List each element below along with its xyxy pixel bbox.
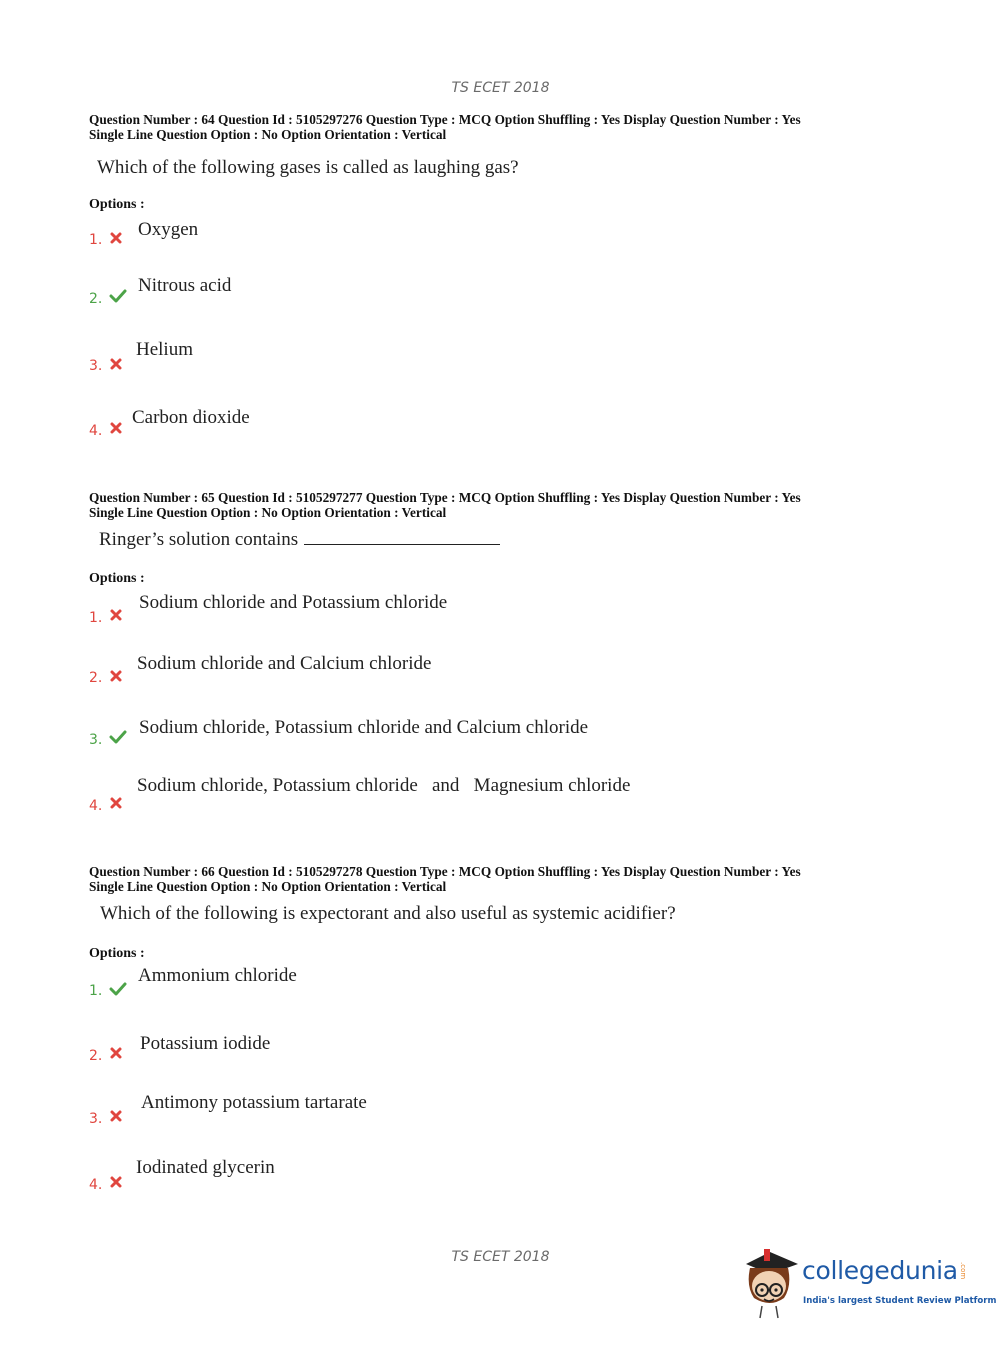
question-meta-line: Question Number : 64 Question Id : 5105297276 Question Type : MCQ Option Shuffling : Yes Display Question Number : Yes bbox=[89, 112, 801, 127]
cross-icon bbox=[109, 669, 123, 683]
question-text: Which of the following gases is called as laughing gas? bbox=[97, 157, 519, 178]
option-number: 1. bbox=[89, 232, 103, 248]
option-2 bbox=[89, 653, 849, 693]
option-1 bbox=[89, 591, 849, 631]
option-3 bbox=[89, 1092, 849, 1132]
option-number: 4. bbox=[89, 798, 103, 814]
option-number: 4. bbox=[89, 423, 103, 439]
option-number: 4. bbox=[89, 1177, 103, 1193]
logo-tagline: India's largest Student Review Platform bbox=[803, 1296, 997, 1306]
option-2 bbox=[89, 1033, 849, 1073]
option-1 bbox=[89, 217, 849, 257]
question-text-content: Ringer’s solution contains bbox=[99, 529, 299, 550]
cross-icon bbox=[109, 1109, 123, 1123]
cross-icon bbox=[109, 1175, 123, 1189]
cross-icon bbox=[109, 421, 123, 435]
option-4 bbox=[89, 775, 849, 815]
cross-icon bbox=[109, 796, 123, 810]
mascot-icon bbox=[740, 1246, 802, 1321]
cross-icon bbox=[109, 608, 123, 622]
question-block-66 bbox=[89, 864, 909, 1193]
option-number: 3. bbox=[89, 732, 103, 748]
question-meta-line: Question Number : 66 Question Id : 5105297278 Question Type : MCQ Option Shuffling : Yes Display Question Number : Yes bbox=[89, 864, 801, 879]
question-block-64 bbox=[89, 112, 909, 439]
option-number: 2. bbox=[89, 291, 103, 307]
logo-domain-suffix: .com bbox=[959, 1262, 967, 1280]
option-number: 3. bbox=[89, 358, 103, 374]
option-text: Ammonium chloride bbox=[138, 965, 297, 986]
option-4 bbox=[89, 1157, 849, 1197]
options-label: Options : bbox=[89, 946, 145, 961]
options-label: Options : bbox=[89, 571, 145, 586]
question-text: Which of the following is expectorant and also useful as systemic acidifier? bbox=[100, 903, 676, 924]
cross-icon bbox=[109, 231, 123, 245]
fill-in-blank-line bbox=[304, 530, 500, 545]
cross-icon bbox=[109, 357, 123, 371]
collegedunia-logo bbox=[740, 1246, 997, 1321]
option-text: Iodinated glycerin bbox=[136, 1157, 275, 1178]
question-block-65 bbox=[89, 490, 909, 814]
option-text: Oxygen bbox=[138, 219, 199, 240]
option-number: 3. bbox=[89, 1111, 103, 1127]
options-label: Options : bbox=[89, 197, 145, 212]
option-text: Potassium iodide bbox=[140, 1033, 271, 1054]
option-number: 1. bbox=[89, 983, 103, 999]
option-3 bbox=[89, 339, 849, 379]
option-number: 1. bbox=[89, 610, 103, 626]
option-text: Sodium chloride and Potassium chloride bbox=[139, 592, 448, 613]
option-number: 2. bbox=[89, 1048, 103, 1064]
check-icon bbox=[109, 982, 127, 996]
option-text: Sodium chloride, Potassium chloride and Calcium chloride bbox=[139, 717, 589, 738]
option-text: Helium bbox=[136, 339, 193, 360]
cross-icon bbox=[109, 1046, 123, 1060]
question-meta-line: Single Line Question Option : No Option Orientation : Vertical bbox=[89, 878, 447, 894]
option-2 bbox=[89, 275, 849, 315]
option-1 bbox=[89, 965, 849, 1005]
option-text: Sodium chloride, Potassium chloride and Magnesium chloride bbox=[137, 775, 631, 796]
option-number: 2. bbox=[89, 670, 103, 686]
option-text: Carbon dioxide bbox=[132, 407, 250, 428]
page-header-title: TS ECET 2018 bbox=[451, 80, 550, 96]
question-meta-line: Question Number : 65 Question Id : 5105297277 Question Type : MCQ Option Shuffling : Yes Display Question Number : Yes bbox=[89, 490, 801, 505]
question-text bbox=[99, 529, 500, 551]
option-text: Sodium chloride and Calcium chloride bbox=[137, 653, 432, 674]
page-footer-title: TS ECET 2018 bbox=[451, 1249, 550, 1265]
option-text: Antimony potassium tartarate bbox=[141, 1092, 367, 1113]
check-icon bbox=[109, 730, 127, 744]
option-3 bbox=[89, 717, 849, 757]
question-meta-line: Single Line Question Option : No Option Orientation : Vertical bbox=[89, 504, 447, 520]
check-icon bbox=[109, 289, 127, 303]
question-meta-line: Single Line Question Option : No Option Orientation : Vertical bbox=[89, 126, 447, 142]
option-text: Nitrous acid bbox=[138, 275, 232, 296]
logo-wordmark: collegedunia bbox=[802, 1256, 958, 1285]
option-4 bbox=[89, 407, 849, 447]
